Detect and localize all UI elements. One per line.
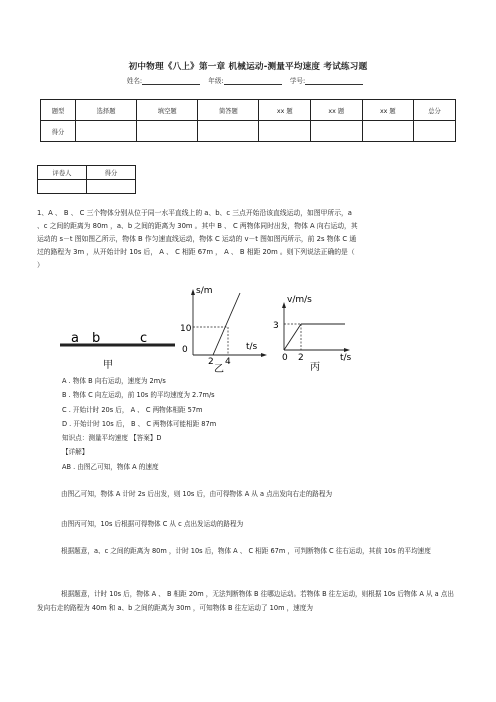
yi-x-tick: 4: [225, 357, 231, 367]
jia-point-a: a: [71, 331, 79, 346]
grade-label: 年级:: [208, 77, 224, 85]
yi-line: [213, 293, 240, 355]
score-header-cell: 选择题: [76, 100, 137, 121]
yi-xlabel: t/s: [246, 342, 258, 352]
score-header-cell: 填空题: [137, 100, 198, 121]
explanation-paragraph: 根据题意，a、c 之间的距离为 80m ，计时 10s 后，物体 A 、 C 相距 67m ，可判断物体 C 往右运动，其前 10s 的平均速度: [61, 547, 431, 555]
question-line: 、c 之间的距离为 80m ，a、b 之间的距离为 30m 。其中 B 、 C 两物体同时出发，物体 A 向右运动，其: [37, 222, 358, 230]
score-row-label: 得分: [41, 121, 76, 142]
explanation-paragraph: 由图乙可知，物体 A 计时 2s 后出发，则 10s 后，由可得物体 A 从 a 点出发向右走的路程为: [61, 490, 333, 498]
bing-y-arrow-icon: [282, 302, 286, 308]
detail-label: 【详解】: [62, 448, 89, 456]
option-b: B . 物体 C 向左运动，前 10s 的平均速度为 2.7m/s: [62, 391, 215, 399]
yi-x-tick: 2: [208, 357, 214, 367]
explanation-line: AB . 由图乙可知，物体 A 的速度: [62, 463, 159, 471]
bing-xlabel: t/s: [340, 353, 352, 363]
name-label: 姓名:: [126, 77, 143, 85]
question-line: 1、A 、 B 、 C 三个物体分别从位于同一水平直线上的 a、b、c 三点开始沿该直线运动，如图甲所示，a: [37, 209, 352, 217]
figure-jia: [60, 331, 175, 371]
bing-y-tick: 3: [273, 321, 279, 331]
jia-point-c: c: [140, 331, 148, 346]
question-line: ）: [37, 261, 44, 269]
yi-x-arrow-icon: [261, 353, 267, 357]
yi-y-arrow-icon: [191, 289, 195, 295]
score-header-cell: 简答题: [198, 100, 259, 121]
student-no-label: 学号:: [289, 77, 306, 85]
score-header-cell: xx 题: [362, 100, 414, 121]
bing-ramp: [284, 324, 301, 350]
question-line: 过的路程为 3m ，从开始计时 10s 后， A 、 C 相距 67m ， A 、 B 相距 20m 。则下列说法正确的是（: [37, 248, 355, 256]
score-header-cell: 总分: [414, 100, 456, 121]
grader-header-cell: 评卷人: [38, 166, 87, 180]
yi-ylabel: s/m: [196, 286, 213, 296]
option-a: A . 物体 B 向右运动，速度为 2m/s: [62, 377, 166, 385]
figure-yi: [180, 286, 267, 375]
bing-x-arrow-icon: [344, 348, 350, 352]
bing-caption: 丙: [310, 362, 320, 373]
yi-y-tick: 10: [180, 324, 192, 334]
score-header-cell: xx 题: [259, 100, 311, 121]
jia-caption: 甲: [103, 360, 113, 371]
explanation-paragraph: 由图丙可知，10s 后根据可得物体 C 从 c 点出发运动的路程为: [61, 520, 244, 528]
option-c: C . 开始计时 20s 后， A 、 C 两物体相距 57m: [62, 406, 203, 414]
figure-bing: [273, 295, 352, 373]
option-d: D . 开始计时 10s 后， B 、 C 两物体可能相距 87m: [62, 420, 217, 428]
score-header-cell: 题型: [41, 100, 76, 121]
knowledge-answer: 知识点：测量平均速度 【答案】D: [62, 434, 162, 442]
jia-point-b: b: [92, 331, 101, 346]
page-title: 初中物理《八上》第一章 机械运动-测量平均速度 考试练习题: [128, 62, 368, 72]
yi-caption: 乙: [214, 364, 224, 375]
grader-header-cell: 得分: [87, 166, 136, 180]
bing-ylabel: v/m/s: [287, 295, 312, 305]
bing-x-tick: 2: [298, 353, 304, 363]
explanation-paragraph: 根据题意，计时 10s 后，物体 A 、 B 相距 20m ，无法判断物体 B 往哪边运动。若物体 B 往左运动，则根据 10s 后物体 A 从 a 点出发向右走的路程为 40m 和 a、b 之间的距离为 30m ，可知物体 B 往左运动了 10m ，速度为: [37, 590, 454, 612]
yi-origin: 0: [182, 345, 188, 355]
question-line: 运动的 s－t 图如图乙所示，物体 B 作匀速直线运动，物体 C 运动的 v－t 图如图丙所示，前 2s 物体 C 通: [37, 235, 357, 243]
bing-origin: 0: [282, 353, 288, 363]
score-header-cell: xx 题: [311, 100, 363, 121]
